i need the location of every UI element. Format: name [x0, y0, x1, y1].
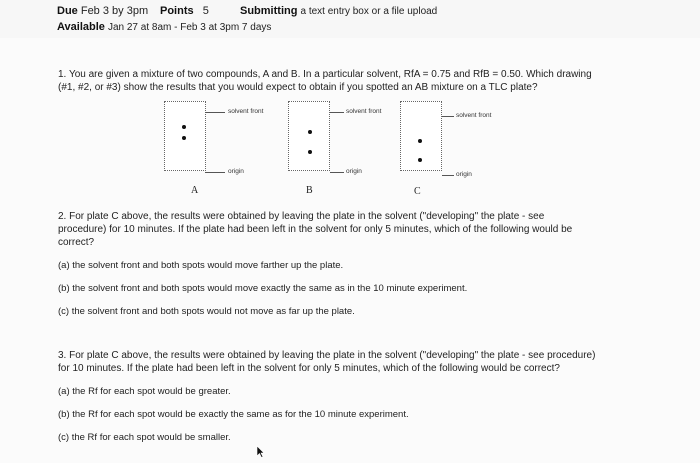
available-value: Jan 27 at 8am - Feb 3 at 3pm 7 days — [107, 22, 272, 33]
mouse-cursor-icon — [256, 445, 265, 463]
question-1-line-2: (#1, #2, or #3) show the results that you would expect to obtain if you spotted an AB mixture on a TLC plate? — [58, 82, 538, 93]
plate-c-origin-label: origin — [456, 171, 472, 178]
plate-b-front-line — [330, 112, 344, 113]
plate-a-origin-label: origin — [228, 168, 244, 175]
due-label: Due — [57, 5, 78, 17]
available-label: Available — [57, 21, 105, 33]
availability — [57, 21, 271, 33]
tlc-plate-a — [164, 101, 206, 171]
question-3-line-2: for 10 minutes. If the plate had been left in the solvent for only 5 minutes, which of the following would be correct? — [58, 363, 560, 374]
points — [160, 5, 209, 17]
question-3-text — [58, 349, 618, 444]
plate-b-front-label: solvent front — [346, 108, 382, 115]
question-2-line-3: correct? — [58, 237, 95, 248]
submitting-type — [240, 5, 437, 17]
question-content — [0, 38, 700, 463]
question-3-line-1: 3. For plate C above, the results were obtained by leaving the plate in the solvent ("developing" the plate - see procedure) — [58, 350, 596, 361]
assignment-details-bar — [0, 0, 700, 39]
question-2-option-b: (b) the solvent front and both spots would move exactly the same as in the 10 minute experiment. — [58, 283, 468, 294]
plate-c-spot-2 — [418, 158, 422, 162]
plate-a-front-line — [205, 112, 225, 113]
question-2-line-1: 2. For plate C above, the results were obtained by leaving the plate in the solvent ("developing" the plate - see — [58, 211, 545, 222]
due-date — [57, 5, 148, 17]
points-label: Points — [160, 5, 194, 17]
question-3-option-c: (c) the Rf for each spot would be smaller. — [58, 432, 231, 443]
plate-c-origin-line — [442, 175, 454, 176]
plate-c-front-label: solvent front — [456, 112, 492, 119]
plate-b-origin-label: origin — [346, 168, 362, 175]
due-value: Feb 3 by 3pm — [80, 5, 149, 17]
question-3-option-a: (a) the Rf for each spot would be greater. — [58, 386, 231, 397]
question-1-text — [58, 68, 618, 94]
plate-c-front-line — [442, 116, 454, 117]
question-2-text — [58, 210, 618, 318]
question-1-line-1: 1. You are given a mixture of two compounds, A and B. In a particular solvent, RfA = 0.75 and RfB = 0.50. Which drawing — [58, 69, 592, 80]
plate-a-origin-line — [205, 172, 225, 173]
submitting-value: a text entry box or a file upload — [300, 6, 438, 17]
submitting-label: Submitting — [240, 5, 298, 17]
question-2-line-2: procedure) for 10 minutes. If the plate had been left in the solvent for only 5 minutes, which of the following would be — [58, 224, 573, 235]
plate-a-front-label: solvent front — [228, 108, 264, 115]
plate-c-letter: C — [414, 186, 421, 197]
plate-b-origin-line — [330, 172, 344, 173]
question-2-option-c: (c) the solvent front and both spots would not move as far up the plate. — [58, 306, 355, 317]
points-value: 5 — [202, 5, 209, 17]
plate-b-spot-1 — [308, 130, 312, 134]
plate-c-spot-1 — [418, 139, 422, 143]
question-2-option-a: (a) the solvent front and both spots would move farther up the plate. — [58, 260, 344, 271]
plate-b-letter: B — [306, 185, 313, 196]
plate-a-spot-2 — [182, 136, 186, 140]
question-3-option-b: (b) the Rf for each spot would be exactly the same as for the 10 minute experiment. — [58, 409, 409, 420]
tlc-plate-c — [400, 101, 442, 171]
plate-a-letter: A — [191, 185, 199, 196]
plate-a-spot-1 — [182, 125, 186, 129]
tlc-plate-b — [288, 101, 330, 171]
plate-b-spot-2 — [308, 150, 312, 154]
